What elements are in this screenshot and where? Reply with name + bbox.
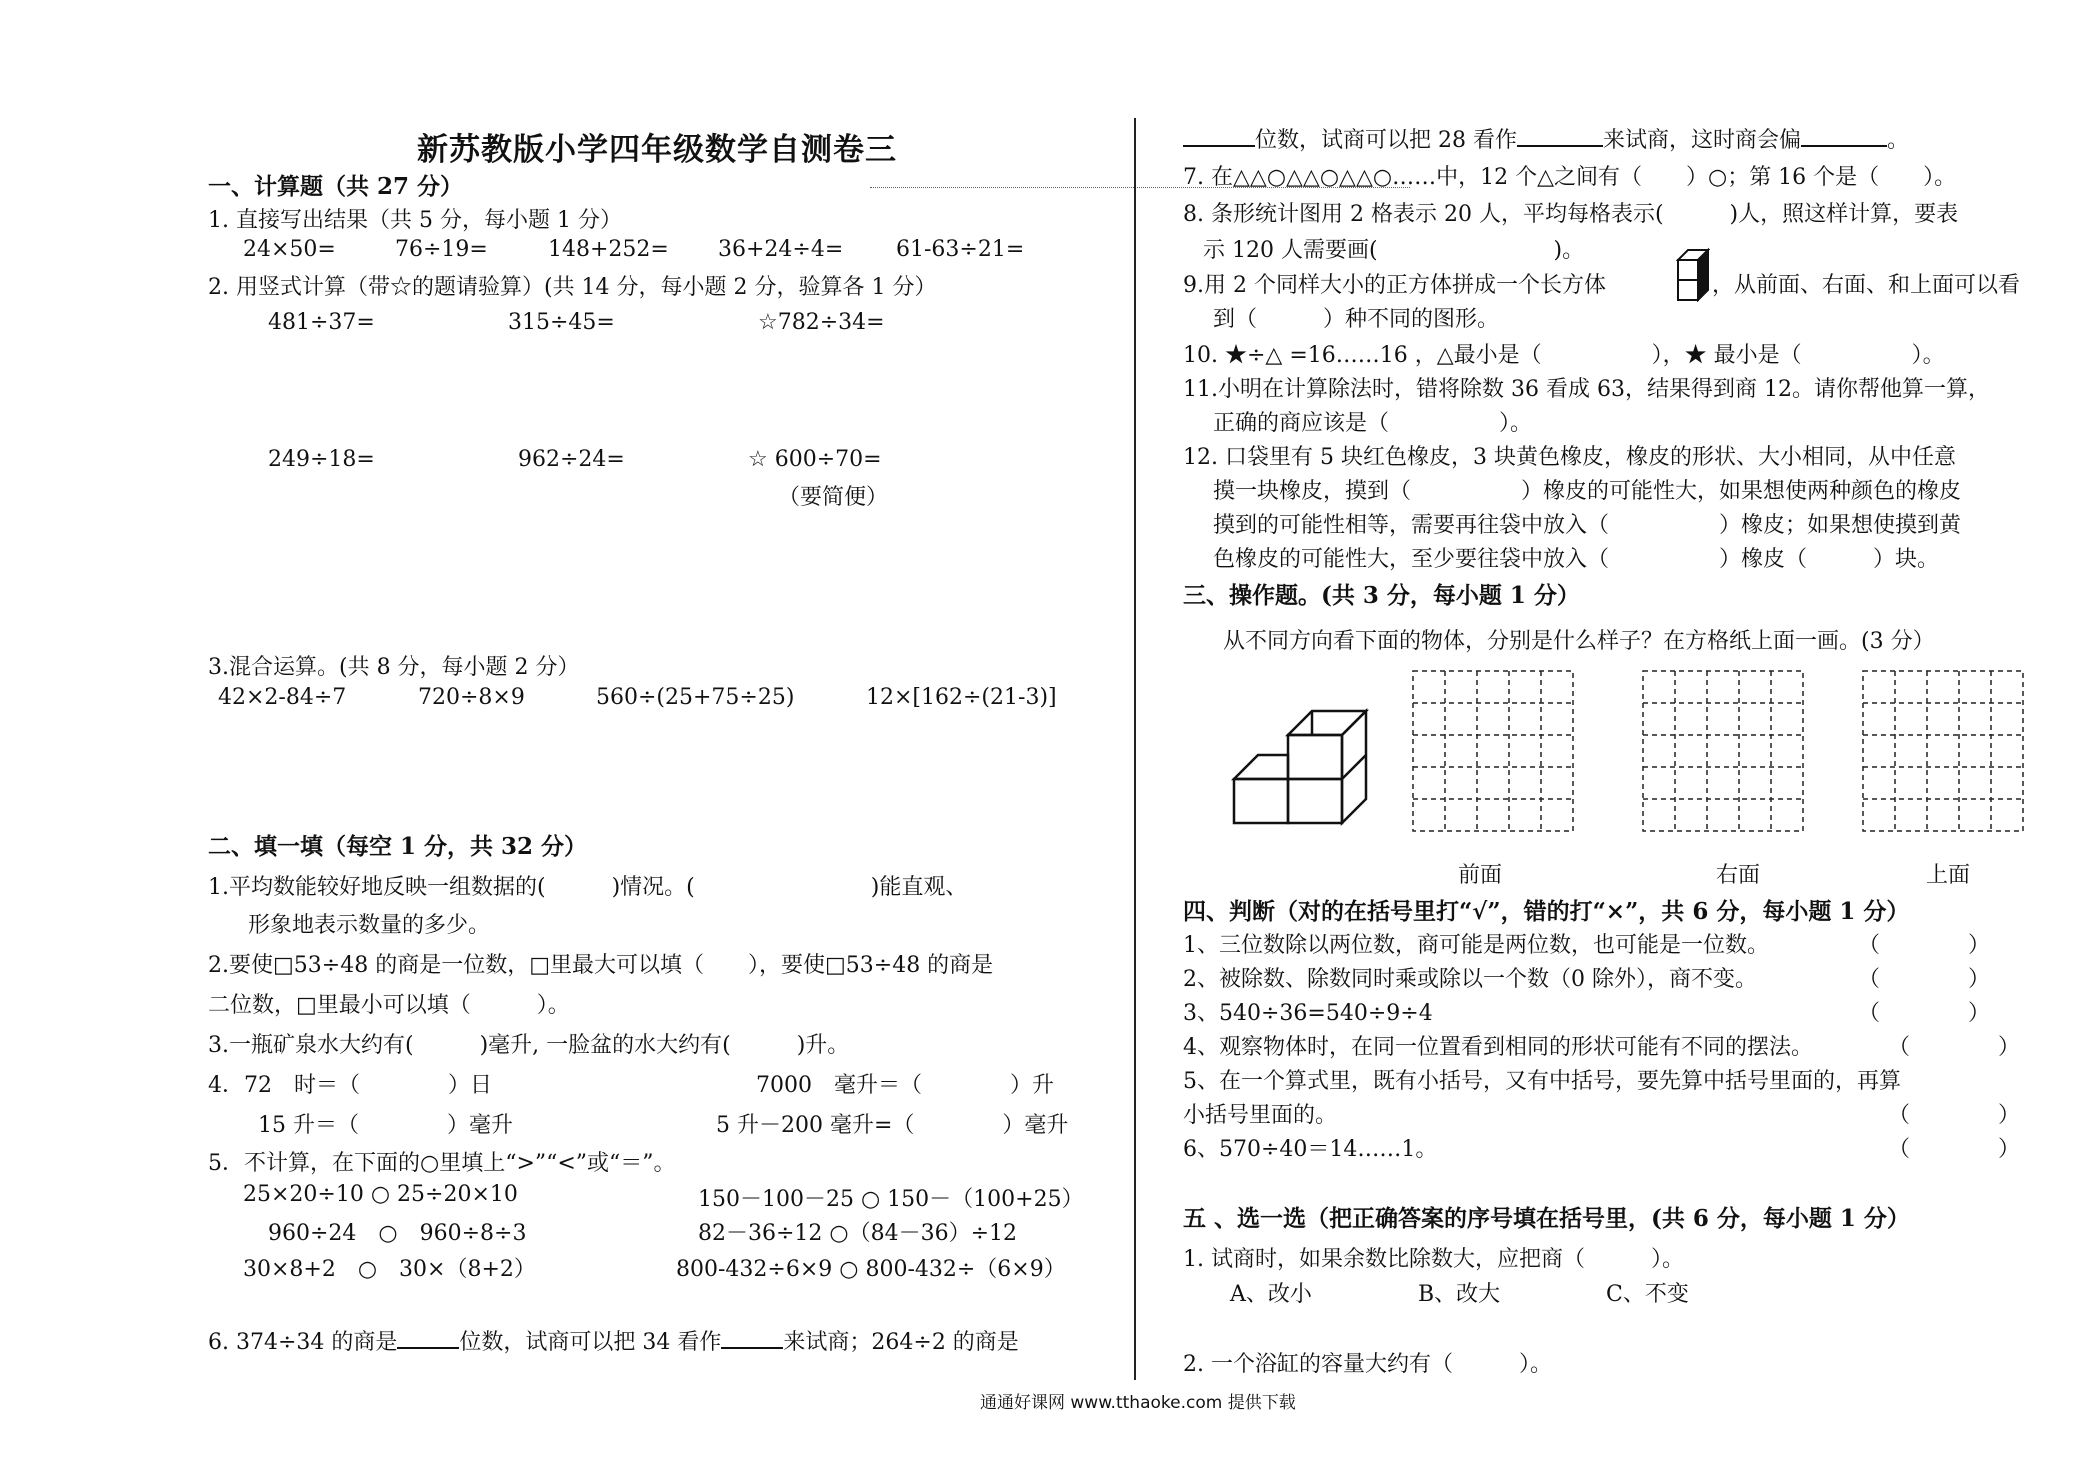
grid-paper-right — [1642, 670, 1804, 832]
q3-instruction: 3.混合运算。(共 8 分，每小题 2 分） — [208, 655, 580, 680]
choice-option: A、改小 — [1230, 1282, 1312, 1307]
q3-item: 42×2-84÷7 — [218, 685, 347, 710]
fill-q8-cont: 示 120 人需要画( )。 — [1203, 238, 1585, 263]
judge-item: 3、540÷36=540÷9÷4 — [1183, 1001, 1433, 1026]
q2-item: 315÷45= — [508, 310, 615, 335]
fill-q11-cont: 正确的商应该是（ ）。 — [1213, 411, 1533, 436]
compare-item: 150－100－25 ○ 150－（100+25） — [698, 1187, 1084, 1212]
compare-item: 82－36÷12 ○（84－36）÷12 — [698, 1221, 1018, 1246]
fill-q9-cont: 到（ ）种不同的图形。 — [1213, 307, 1500, 332]
fill-q6-cont: 位数，试商可以把 28 看作 来试商，这时商会偏 。 — [1183, 123, 1909, 154]
judge-item: 1、三位数除以两位数，商可能是两位数，也可能是一位数。 — [1183, 933, 1769, 958]
fill-q4-a: 4．72 时＝（ ）日 — [208, 1073, 492, 1098]
cuboid-icon — [1676, 246, 1710, 302]
fill-q8: 8. 条形统计图用 2 格表示 20 人，平均每格表示( )人，照这样计算，要表 — [1183, 202, 1959, 227]
grid-paper-front — [1412, 670, 1574, 832]
q1-instruction: 1. 直接写出结果（共 5 分，每小题 1 分） — [208, 208, 622, 233]
section-2-heading: 二、填一填（每空 1 分，共 32 分） — [208, 833, 588, 860]
judge-item: 6、570÷40＝14……1。 — [1183, 1137, 1438, 1162]
section-5-heading: 五 、选一选（把正确答案的序号填在括号里，(共 6 分，每小题 1 分） — [1183, 1205, 1910, 1232]
choice-q2: 2. 一个浴缸的容量大约有（ ）。 — [1183, 1352, 1552, 1377]
fill-q3: 3.一瓶矿泉水大约有( )毫升, 一脸盆的水大约有( )升。 — [208, 1033, 850, 1058]
fill-q2: 2.要使□53÷48 的商是一位数，□里最大可以填（ ），要使□53÷48 的商是 — [208, 953, 994, 978]
section-4-heading: 四、判断（对的在括号里打“√”，错的打“×”，共 6 分，每小题 1 分） — [1183, 898, 1910, 925]
q2-item: ☆ 600÷70= — [748, 447, 882, 472]
answer-blank — [1183, 127, 1255, 147]
fill-q4-b: 7000 毫升＝（ ）升 — [756, 1073, 1054, 1098]
q3-item: 560÷(25+75÷25) — [596, 685, 795, 710]
fill-q5: 5．不计算，在下面的○里填上“>”“<”或“＝”。 — [208, 1151, 676, 1176]
answer-blank — [721, 1329, 783, 1349]
fill-q9-end: ，从前面、右面、和上面可以看 — [1712, 273, 2021, 298]
operation-prompt: 从不同方向看下面的物体，分别是什么样子？在方格纸上面一画。(3 分） — [1223, 629, 1935, 654]
answer-paren: （ ） — [1858, 1001, 1991, 1026]
fill-q12-cont: 色橡皮的可能性大，至少要往袋中放入（ ）橡皮（ ）块。 — [1213, 547, 1940, 572]
answer-paren: （ ） — [1858, 933, 1991, 958]
judge-item: 5、在一个算式里，既有小括号，又有中括号，要先算中括号里面的，再算 — [1183, 1069, 1901, 1094]
view-label-front: 前面 — [1458, 863, 1503, 888]
q1-item: 24×50= — [243, 237, 336, 262]
footer-credit: 通通好课网 www.tthaoke.com 提供下载 — [980, 1393, 1296, 1413]
q2-item: 481÷37= — [268, 310, 375, 335]
view-label-right: 右面 — [1716, 863, 1761, 888]
column-divider — [1134, 118, 1136, 1380]
fill-q1-cont: 形象地表示数量的多少。 — [248, 913, 491, 938]
answer-blank — [397, 1329, 459, 1349]
compare-item: 800-432÷6×9 ○ 800-432÷（6×9） — [676, 1257, 1066, 1282]
choice-option: B、改大 — [1418, 1282, 1501, 1307]
fill-q9: 9.用 2 个同样大小的正方体拼成一个长方体 — [1183, 273, 1606, 298]
q2-item: 962÷24= — [518, 447, 625, 472]
fill-q4-d: 5 升－200 毫升=（ ）毫升 — [716, 1113, 1069, 1138]
q3-item: 720÷8×9 — [418, 685, 525, 710]
fill-q1: 1.平均数能较好地反映一组数据的( )情况。( )能直观、 — [208, 875, 968, 900]
q1-item: 148+252= — [548, 237, 669, 262]
stacked-cubes-figure — [1228, 692, 1374, 828]
grid-paper-top — [1862, 670, 2024, 832]
q2-item: 249÷18= — [268, 447, 375, 472]
compare-item: 25×20÷10 ○ 25÷20×10 — [243, 1182, 518, 1207]
q2-note: （要简便） — [778, 485, 889, 510]
answer-paren: （ ） — [1858, 967, 1991, 992]
answer-paren: （ ） — [1888, 1137, 2021, 1162]
fill-q11: 11.小明在计算除法时，错将除数 36 看成 63，结果得到商 12。请你帮他算一算， — [1183, 377, 1990, 402]
answer-blank — [1801, 127, 1887, 147]
section-1-heading: 一、计算题（共 27 分） — [208, 173, 464, 200]
section-3-heading: 三、操作题。(共 3 分，每小题 1 分） — [1183, 582, 1580, 609]
answer-paren: （ ） — [1888, 1035, 2021, 1060]
fill-q12-cont: 摸到的可能性相等，需要再往袋中放入（ ）橡皮；如果想使摸到黄 — [1213, 513, 1962, 538]
answer-blank — [1517, 127, 1603, 147]
judge-item: 4、观察物体时，在同一位置看到相同的形状可能有不同的摆法。 — [1183, 1035, 1813, 1060]
q1-item: 36+24÷4= — [718, 237, 844, 262]
fill-q2-cont: 二位数，□里最小可以填（ ）。 — [208, 993, 570, 1018]
choice-q1: 1. 试商时，如果余数比除数大，应把商（ ）。 — [1183, 1247, 1684, 1272]
judge-item: 小括号里面的。 — [1183, 1103, 1338, 1128]
compare-item: 960÷24 ○ 960÷8÷3 — [268, 1221, 527, 1246]
judge-item: 2、被除数、除数同时乘或除以一个数（0 除外），商不变。 — [1183, 967, 1757, 992]
choice-option: C、不变 — [1606, 1282, 1689, 1307]
fill-q7: 7. 在△△○△△○△△○……中，12 个△之间有（ ）○；第 16 个是（ ）。 — [1183, 165, 1957, 190]
fill-q10: 10. ★÷△ =16……16 ，△最小是（ ），★ 最小是（ ）。 — [1183, 343, 1945, 368]
page-title: 新苏教版小学四年级数学自测卷三 — [417, 132, 897, 168]
q1-item: 61-63÷21= — [896, 237, 1025, 262]
fill-q12-cont: 摸一块橡皮，摸到（ ）橡皮的可能性大，如果想使两种颜色的橡皮 — [1213, 479, 1962, 504]
q2-instruction: 2. 用竖式计算（带☆的题请验算）(共 14 分，每小题 2 分，验算各 1 分） — [208, 275, 937, 300]
fill-q6: 6. 374÷34 的商是 位数，试商可以把 34 看作 来试商；264÷2 的商是 — [208, 1330, 1019, 1355]
answer-paren: （ ） — [1888, 1103, 2021, 1128]
compare-item: 30×8+2 ○ 30×（8+2） — [243, 1257, 536, 1282]
view-label-top: 上面 — [1926, 863, 1971, 888]
fill-q4-c: 15 升＝（ ）毫升 — [258, 1113, 513, 1138]
q1-item: 76÷19= — [395, 237, 488, 262]
fill-q12: 12. 口袋里有 5 块红色橡皮，3 块黄色橡皮，橡皮的形状、大小相同，从中任意 — [1183, 445, 1956, 470]
q2-item: ☆782÷34= — [758, 310, 885, 335]
q3-item: 12×[162÷(21-3)] — [866, 685, 1057, 710]
